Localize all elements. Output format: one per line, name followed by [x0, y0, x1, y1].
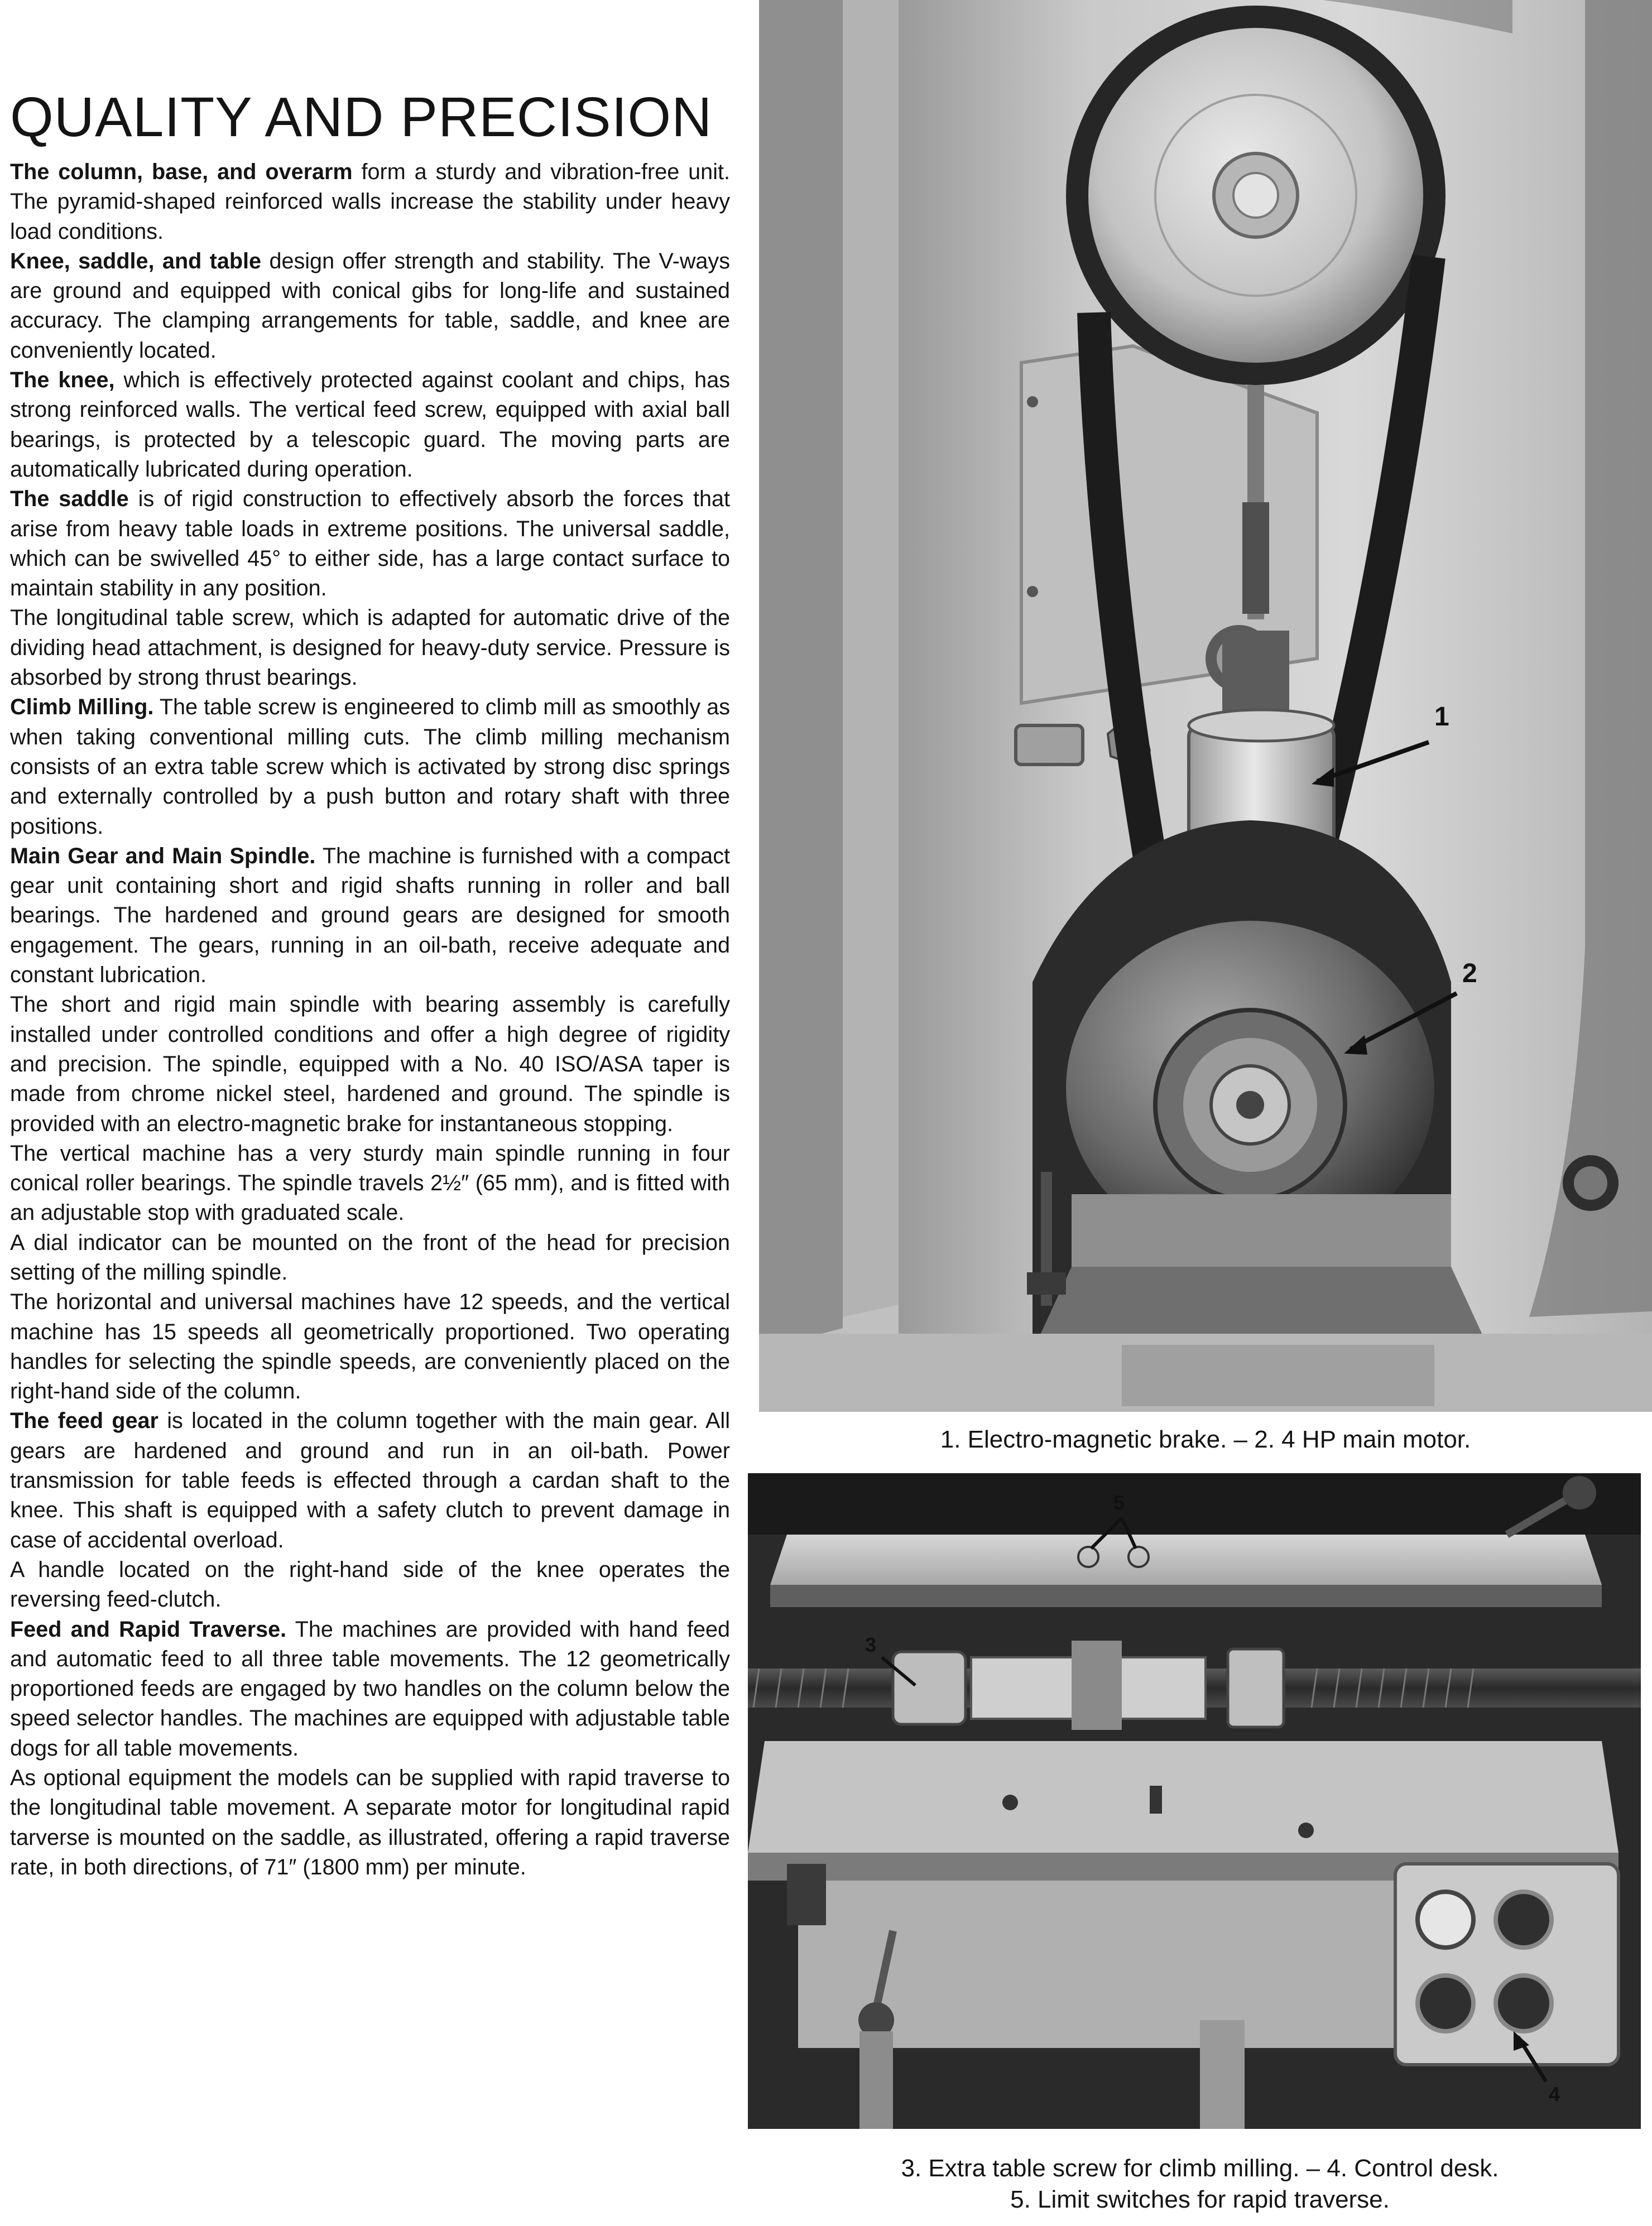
paragraph-text: design offer strength and stability. The V-ways are ground and equipped with conical gibs for long-life and sustained accuracy. The clamping arrangements for table, saddle, and knee are conveniently located.: [10, 248, 730, 363]
figure-caption-top: 1. Electro-magnetic brake. – 2. 4 HP main motor.: [940, 1426, 1471, 1453]
paragraph: [10, 1139, 730, 1228]
paragraph-text: As optional equipment the models can be supplied with rapid traverse to the longitudinal table movement. A separate motor for longitudinal rapid tarverse is mounted on the saddle, as illustrated, offering a rapid traverse rate, in both directions, of 71″ (1800 mm) per minute.: [10, 1766, 730, 1879]
paragraph: [10, 842, 730, 990]
machine-column-photo: [759, 0, 1652, 1412]
callout-3: 3: [865, 1633, 877, 1656]
callout-5: 5: [1113, 1491, 1125, 1514]
paragraph-text: The horizontal and universal machines have 12 speeds, and the vertical machine has 15 speeds all geometrically proportioned. Two operating handles for selecting the spindle speeds, are conveniently placed on the right-hand side of the column.: [10, 1290, 730, 1404]
paragraph-text: The machine is furnished with a compact gear unit containing short and rigid shafts running in roller and ball bearings. The hardened and ground gears are designed for smooth engagement. The gears, running in an oil-bath, receive adequate and constant lubrication.: [10, 843, 730, 988]
caption-line-2: 5. Limit switches for rapid traverse.: [1010, 2186, 1390, 2213]
paragraph: [10, 484, 730, 603]
article-text-column: [10, 86, 731, 1882]
paragraph-lead: Knee, saddle, and table: [10, 248, 262, 273]
paragraph-lead: Main Gear and Main Spindle.: [10, 843, 316, 868]
paragraph-text: which is effectively protected against coolant and chips, has strong reinforced walls. The vertical feed screw, equipped with axial ball bearings, is protected by a telescopic guard. The moving parts are automatically lubricated during operation.: [10, 368, 730, 482]
paragraph: [10, 1406, 730, 1555]
paragraph: [10, 1615, 730, 1763]
paragraph-text: is of rigid construction to effectively absorb the forces that arise from heavy table loads in extreme positions. The universal saddle, which can be swivelled 45° to either side, has a large contact surface to maintain stability in any position.: [10, 487, 731, 601]
paragraph-text: A handle located on the right-hand side of the knee operates the reversing feed-clutch.: [10, 1557, 730, 1612]
caption-line-1: 3. Extra table screw for climb milling. – 4. Control desk.: [901, 2155, 1499, 2182]
paragraph-lead: The knee,: [10, 368, 115, 393]
callout-1: 1: [1434, 702, 1449, 732]
paragraph-text: The longitudinal table screw, which is adapted for automatic drive of the dividing head attachment, is designed for heavy-duty service. Pressure is absorbed by strong thrust bearings.: [10, 605, 730, 690]
paragraph: [10, 603, 730, 693]
table-saddle-photo: [748, 1473, 1641, 2129]
paragraph: [10, 1228, 730, 1288]
paragraph-text: The vertical machine has a very sturdy main spindle running in four conical roller bearings. The spindle travels 2½″ (65 mm), and is fitted with an adjustable stop with graduated scale.: [10, 1141, 730, 1225]
paragraph-text: A dial indicator can be mounted on the front of the head for precision setting of the milling spindle.: [10, 1230, 730, 1285]
paragraph: [10, 1287, 730, 1406]
paragraph-text: The table screw is engineered to climb mill as smoothly as when taking conventional milling cuts. The climb milling mechanism consists of an extra table screw which is activated by strong disc springs and externally controlled by a push button and rotary shaft with three positions.: [10, 695, 730, 839]
page-title: QUALITY AND PRECISION: [10, 86, 713, 148]
paragraph: [10, 157, 730, 247]
paragraph-lead: Feed and Rapid Traverse.: [10, 1617, 287, 1642]
paragraph-text: is located in the column together with the main gear. All gears are hardened and ground and run in an oil-bath. Power transmission for table feeds is effected through a cardan shaft to the knee. This shaft is equipped with a safety clutch to prevent damage in case of accidental overload.: [10, 1408, 730, 1552]
paragraph-text: form a sturdy and vibration-free unit. The pyramid-shaped reinforced walls increase the stability under heavy load conditions.: [10, 160, 730, 244]
paragraph-lead: The saddle: [10, 487, 129, 512]
article-body: [10, 157, 730, 1882]
paragraph-text: The short and rigid main spindle with bearing assembly is carefully installed under controlled conditions and offer a high degree of rigidity and precision. The spindle, equipped with a No. 40 ISO/ASA taper is made from chrome nickel steel, hardened and ground. The spindle is provided with an electro-magnetic brake for instantaneous stopping.: [10, 992, 730, 1136]
callout-4: 4: [1549, 2083, 1560, 2105]
paragraph: [10, 990, 730, 1138]
paragraph: [10, 693, 730, 841]
paragraph-lead: Climb Milling.: [10, 695, 154, 720]
paragraph: [10, 1555, 730, 1615]
paragraph-lead: The feed gear: [10, 1408, 159, 1434]
paragraph: [10, 366, 730, 484]
paragraph: [10, 1763, 730, 1882]
paragraph-text: The machines are provided with hand feed and automatic feed to all three table movements. The 12 geometrically proportioned feeds are engaged by two handles on the column below the speed selector handles. The machines are equipped with adjustable table dogs for all table movements.: [10, 1617, 730, 1761]
callout-2: 2: [1462, 959, 1477, 988]
paragraph-lead: The column, base, and overarm: [10, 160, 353, 184]
figure-caption-bottom: [748, 2153, 1652, 2215]
paragraph: [10, 247, 730, 366]
